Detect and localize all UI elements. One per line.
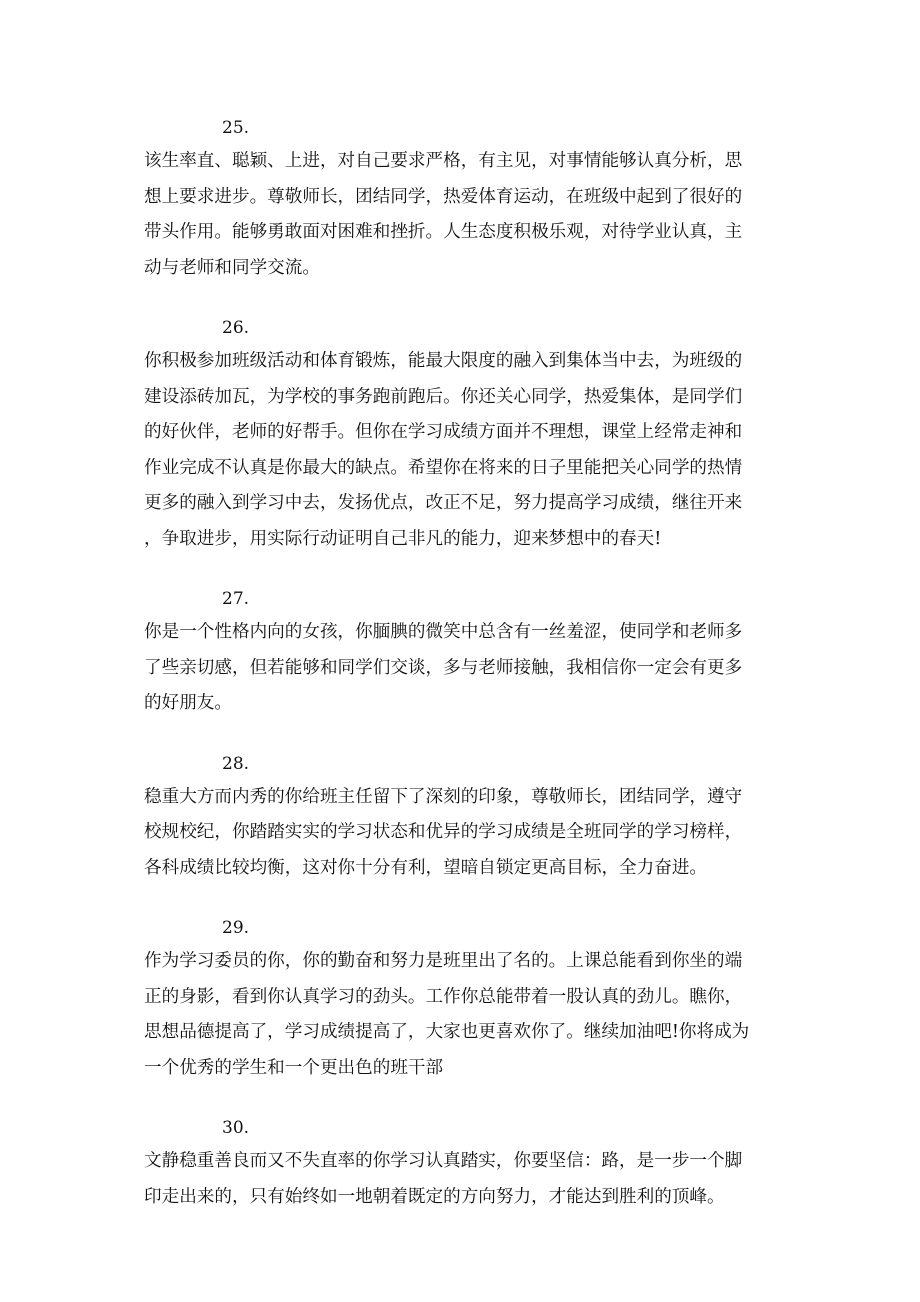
entry-number: 29. [222, 918, 250, 938]
comment-entry-29 [0, 912, 920, 1086]
entry-text: 你是一个性格内向的女孩，你腼腆的微笑中总含有一丝羞涩，使同学和老师多 了些亲切感，但若能够和同学们交谈，多与老师接触，我相信你一定会有更多 的好朋友。 [144, 622, 743, 713]
entry-text: 作为学习委员的你，你的勤奋和努力是班里出了名的。上课总能看到你坐的端 正的身影，看到你认真学习的劲头。工作你总能带着一股认真的劲儿。瞧你， 思想品德提高了，学习成绩提高了，大家也更喜欢你了。继续加油吧!你将成为 一个优秀的学生和一个更出色的班干部 [144, 951, 750, 1078]
comment-entry-25 [0, 112, 920, 286]
entry-text: 该生率直、聪颖、上进，对自己要求严格，有主见，对事情能够认真分析，思 想上要求进步。尊敬师长，团结同学，热爱体育运动，在班级中起到了很好的 带头作用。能够勇敢面对困难和挫折。人生态度积极乐观，对待学业认真，主 动与老师和同学交流。 [144, 151, 743, 278]
comment-entry-26 [0, 312, 920, 557]
entry-number: 26. [222, 318, 250, 338]
comment-entry-30 [0, 1112, 920, 1215]
comment-entry-28 [0, 748, 920, 887]
entry-number: 28. [222, 753, 250, 774]
comment-entry-27 [0, 583, 920, 722]
entry-text: 文静稳重善良而又不失直率的你学习认真踏实，你要坚信：路，是一步一个脚 印走出来的，只有始终如一地朝着既定的方向努力，才能达到胜利的顶峰。 [144, 1151, 743, 1207]
entry-number: 25. [222, 118, 250, 138]
entry-text: 你积极参加班级活动和体育锻炼，能最大限度的融入到集体当中去，为班级的 建设添砖加瓦，为学校的事务跑前跑后。你还关心同学，热爱集体，是同学们 的好伙伴，老师的好帮手。但你在学习成绩方面并不理想，课堂上经常走神和 作业完成不认真是你最大的缺点。希望你在将来的日子里能把关心同学的热情 更多的融入到学习中去，发扬优点，改正不足，努力提高学习成绩，继往开来 ，争取进步，用实际行动证明自己非凡的能力，迎来梦想中的春天! [144, 351, 743, 549]
entry-text: 稳重大方而内秀的你给班主任留下了深刻的印象，尊敬师长，团结同学，遵守 校规校纪，你踏踏实实的学习状态和优异的学习成绩是全班同学的学习榜样， 各科成绩比较均衡，这对你十分有利，望暗自锁定更高目标，全力奋进。 [144, 786, 743, 878]
entry-number: 27. [222, 589, 250, 609]
entry-number: 30. [222, 1118, 250, 1138]
